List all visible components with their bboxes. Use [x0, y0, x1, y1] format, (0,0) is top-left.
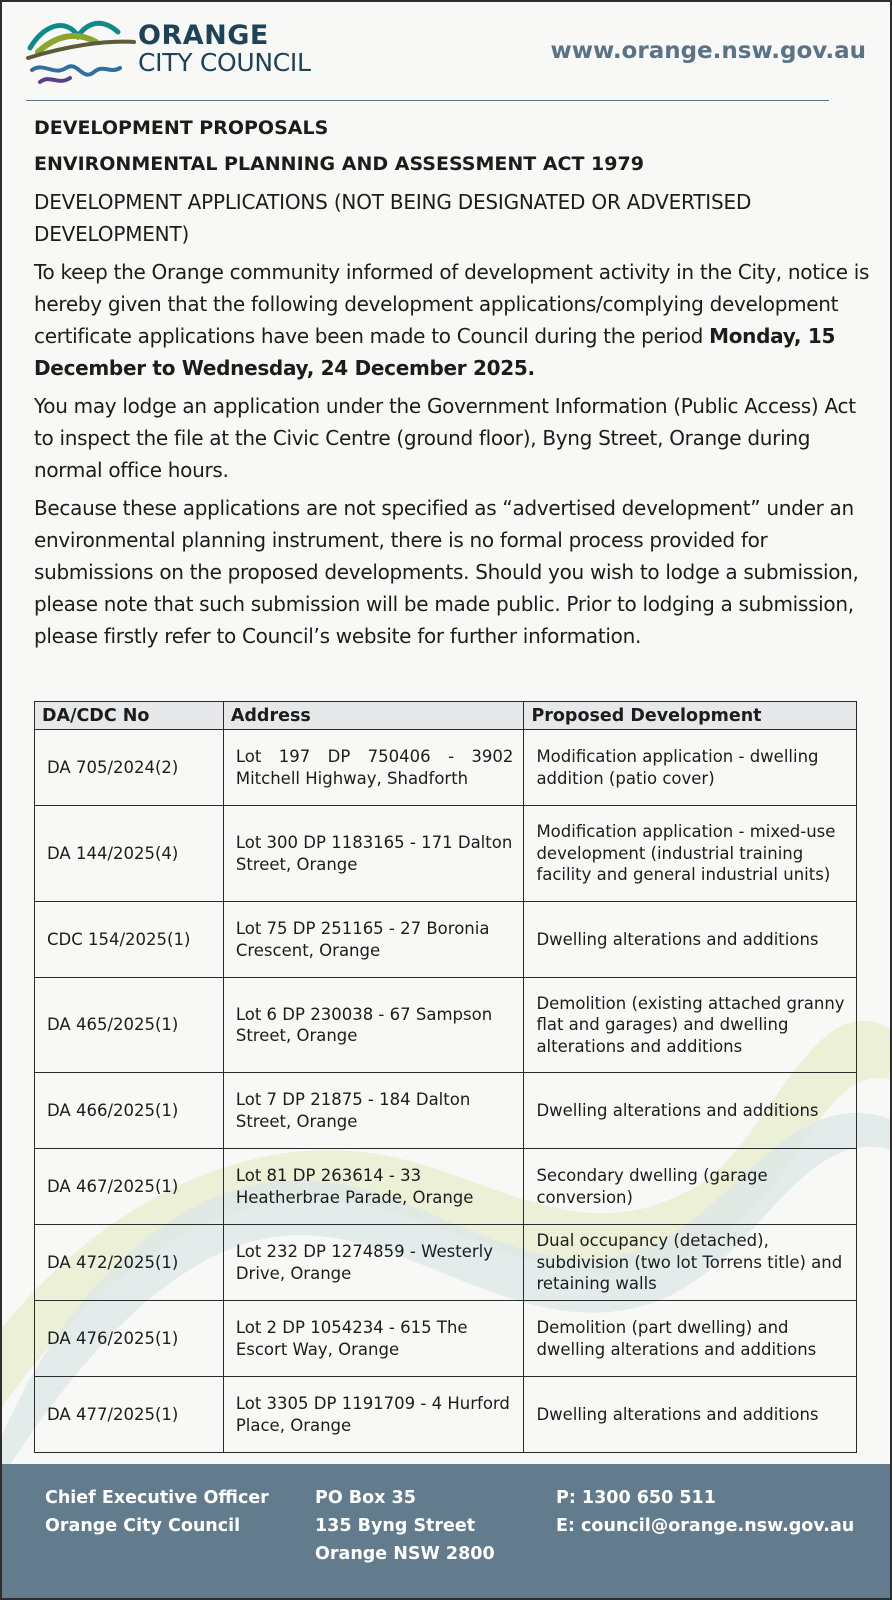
- intro-paragraph: [34, 256, 870, 384]
- footer-phone[interactable]: P: 1300 650 511: [556, 1488, 716, 1508]
- application-number: DA 465/2025(1): [35, 978, 224, 1073]
- application-number: DA 705/2024(2): [35, 730, 224, 806]
- submissions-paragraph: Because these applications are not specified as “advertised development” under an environmental planning instrument, there is no formal process provided for submissions on the proposed developments. Should you wish to lodge a submission, please note that such submission will be made public. Prior to lodging a submission, please firstly refer to Council’s website for further information.: [34, 496, 859, 648]
- footer-contact-bar: [2, 1464, 890, 1598]
- proposed-development: Secondary dwelling (garage conversion): [524, 1149, 857, 1225]
- footer-po-box: PO Box 35: [315, 1488, 416, 1508]
- footer-street: 135 Byng Street: [315, 1516, 476, 1536]
- application-address: Lot 232 DP 1274859 - Westerly Drive, Orange: [223, 1225, 524, 1301]
- application-address: Lot 81 DP 263614 - 33 Heatherbrae Parade, Orange: [223, 1149, 524, 1225]
- notice-heading: DEVELOPMENT PROPOSALS: [34, 117, 329, 139]
- footer-postal-address: [315, 1484, 495, 1568]
- proposed-development: Dwelling alterations and additions: [524, 1073, 857, 1149]
- notice-body: [34, 110, 870, 652]
- header-divider: [26, 100, 829, 101]
- header: [26, 12, 866, 100]
- application-address: Lot 300 DP 1183165 - 171 Dalton Street, Orange: [223, 806, 524, 902]
- table-row: [35, 730, 857, 806]
- application-address: Lot 2 DP 1054234 - 615 The Escort Way, Orange: [223, 1301, 524, 1377]
- proposed-development: Dwelling alterations and additions: [524, 1377, 857, 1453]
- proposed-development: Dwelling alterations and additions: [524, 902, 857, 978]
- table-row: [35, 1149, 857, 1225]
- proposed-development: Demolition (part dwelling) and dwelling alterations and additions: [524, 1301, 857, 1377]
- application-number: DA 476/2025(1): [35, 1301, 224, 1377]
- application-number: DA 467/2025(1): [35, 1149, 224, 1225]
- application-number: DA 477/2025(1): [35, 1377, 224, 1453]
- intro-text: To keep the Orange community informed of development activity in the City, notice is hereby given that the following development applications/complying development certificate applications have been made to Council during the period: [34, 260, 870, 348]
- table-row: [35, 1377, 857, 1453]
- proposed-development: Modification application - dwelling addition (patio cover): [524, 730, 857, 806]
- proposed-development: Dual occupancy (detached), subdivision (two lot Torrens title) and retaining walls: [524, 1225, 857, 1301]
- footer-signatory: [45, 1484, 269, 1540]
- notice-subheading: DEVELOPMENT APPLICATIONS (NOT BEING DESIGNATED OR ADVERTISED DEVELOPMENT): [34, 190, 752, 246]
- proposed-development: Demolition (existing attached granny flat and garages) and dwelling alterations and additions: [524, 978, 857, 1073]
- footer-suburb: Orange NSW 2800: [315, 1544, 495, 1564]
- column-header-number: DA/CDC No: [35, 702, 224, 730]
- application-number: DA 144/2025(4): [35, 806, 224, 902]
- application-address: Lot 7 DP 21875 - 184 Dalton Street, Orange: [223, 1073, 524, 1149]
- notice-period: Monday, 15 December to Wednesday, 24 December 2025.: [34, 324, 836, 380]
- access-paragraph: You may lodge an application under the Government Information (Public Access) Act to inspect the file at the Civic Centre (ground floor), Byng Street, Orange during normal office hours.: [34, 394, 856, 482]
- logo-wordmark-orange: ORANGE: [138, 20, 269, 51]
- act-heading: ENVIRONMENTAL PLANNING AND ASSESSMENT ACT 1979: [34, 153, 644, 175]
- application-address: Lot 197 DP 750406 - 3902 Mitchell Highway, Shadforth: [223, 730, 524, 806]
- table-row: [35, 902, 857, 978]
- table-header-row: [35, 702, 857, 730]
- applications-table: [34, 701, 857, 1453]
- application-number: CDC 154/2025(1): [35, 902, 224, 978]
- column-header-development: Proposed Development: [524, 702, 857, 730]
- footer-council-name: Orange City Council: [45, 1516, 241, 1536]
- logo-wordmark-city-council: CITY COUNCIL: [138, 48, 311, 77]
- column-header-address: Address: [223, 702, 524, 730]
- footer-email[interactable]: E: council@orange.nsw.gov.au: [556, 1516, 855, 1536]
- table-row: [35, 1073, 857, 1149]
- application-address: Lot 6 DP 230038 - 67 Sampson Street, Orange: [223, 978, 524, 1073]
- proposed-development: Modification application - mixed-use development (industrial training facility and general industrial units): [524, 806, 857, 902]
- logo-mountains-icon: [26, 12, 136, 92]
- table-row: [35, 1301, 857, 1377]
- council-logo[interactable]: [26, 12, 346, 92]
- footer-ceo-title: Chief Executive Officer: [45, 1488, 269, 1508]
- website-link[interactable]: www.orange.nsw.gov.au: [550, 38, 866, 64]
- footer-contacts: [556, 1484, 854, 1540]
- application-number: DA 466/2025(1): [35, 1073, 224, 1149]
- application-number: DA 472/2025(1): [35, 1225, 224, 1301]
- application-address: Lot 75 DP 251165 - 27 Boronia Crescent, Orange: [223, 902, 524, 978]
- table-row: [35, 806, 857, 902]
- table-row: [35, 978, 857, 1073]
- table-row: [35, 1225, 857, 1301]
- application-address: Lot 3305 DP 1191709 - 4 Hurford Place, Orange: [223, 1377, 524, 1453]
